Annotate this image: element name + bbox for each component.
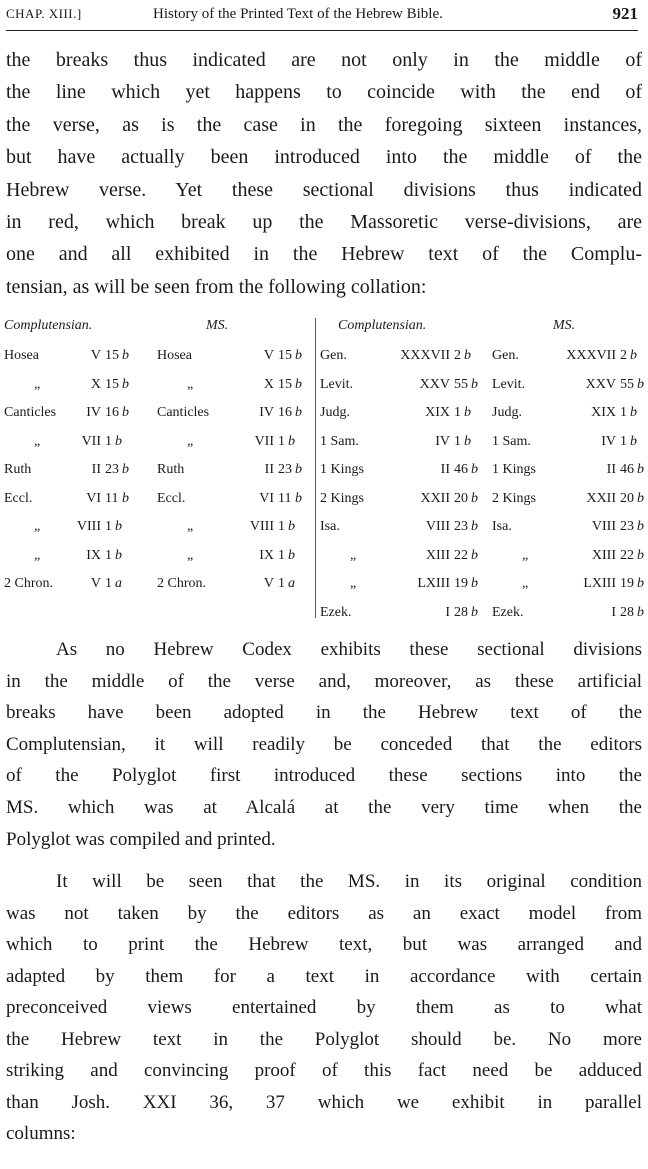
ms-part: b: [288, 547, 295, 563]
ms-part: b: [295, 348, 302, 363]
complutensian-chapter: XIII: [425, 547, 450, 563]
ms-book: Canticles: [157, 405, 210, 420]
complutensian-book: Isa.: [320, 519, 340, 534]
complutensian-book: Gen.: [320, 348, 347, 363]
ms-book: 2 Kings: [492, 490, 536, 506]
ms-part: b: [637, 604, 644, 620]
ms-part: b: [630, 433, 637, 449]
collation-left-rows: [4, 348, 309, 605]
paragraph-codex: [6, 634, 642, 855]
ms-part: b: [295, 462, 302, 477]
ms-book: „: [522, 576, 529, 591]
collation-table: [4, 314, 644, 620]
ms-chapter: XXXVII: [566, 348, 616, 363]
ms-book: Levit.: [492, 376, 526, 392]
complutensian-book: Hosea: [4, 348, 39, 363]
running-header: [6, 2, 638, 31]
text-line: but have actually been introduced into the middle of the: [6, 146, 642, 169]
collation-row: [320, 605, 644, 634]
complutensian-book: 1 Kings: [320, 462, 364, 477]
ms-chapter: VII: [254, 433, 274, 449]
ms-verse: 55: [620, 376, 634, 392]
complutensian-part: b: [115, 519, 122, 534]
ms-verse: 23: [278, 462, 292, 477]
complutensian-chapter: IV: [435, 433, 450, 449]
ms-part: b: [637, 462, 644, 477]
complutensian-chapter: X: [90, 376, 101, 392]
ms-part: a: [288, 576, 295, 591]
complutensian-part: b: [471, 547, 478, 563]
collation-row: [4, 405, 309, 434]
complutensian-verse: 22: [454, 547, 468, 563]
complutensian-verse: 23: [454, 519, 468, 534]
complutensian-verse: 1: [454, 405, 461, 420]
complutensian-part: a: [115, 576, 122, 591]
collation-row: [4, 548, 309, 577]
complutensian-verse: 15: [105, 376, 119, 392]
complutensian-verse: 55: [454, 376, 468, 392]
collation-row: [320, 405, 644, 434]
ms-verse: 1: [278, 576, 285, 591]
complutensian-part: b: [471, 376, 478, 392]
ms-verse: 19: [620, 576, 634, 591]
ms-chapter: XXII: [586, 490, 616, 506]
ms-verse: 16: [278, 405, 292, 420]
text-line: MS. which was at Alcalá at the very time when the: [6, 796, 642, 818]
ms-book: „: [522, 547, 529, 563]
text-line: Hebrew verse. Yet these sectional divisions thus indicated: [6, 178, 642, 201]
collation-row: [320, 576, 644, 605]
complutensian-book: Levit.: [320, 376, 354, 392]
complutensian-part: b: [115, 433, 122, 449]
text-line: which to print the Hebrew text, but was arranged and: [6, 934, 642, 955]
complutensian-chapter: XXV: [419, 376, 450, 392]
text-line: in red, which break up the Massoretic verse-divisions, are: [6, 210, 642, 233]
collation-row: [4, 462, 309, 491]
ms-verse: 1: [278, 433, 285, 449]
complutensian-verse: 2: [454, 348, 461, 363]
text-line: As no Hebrew Codex exhibits these sectional divisions: [56, 639, 642, 660]
ms-book: „: [187, 519, 194, 534]
ms-book: Ezek.: [492, 604, 524, 620]
ms-chapter: VIII: [591, 519, 616, 534]
paragraph-intro: [6, 44, 642, 303]
text-line: was not taken by the editors as an exact model from: [6, 902, 642, 924]
ms-part: b: [288, 433, 295, 449]
header-complutensian-right: Complutensian.: [338, 318, 427, 333]
complutensian-verse: 1: [105, 433, 112, 449]
ms-chapter: VI: [259, 490, 274, 506]
ms-chapter: II: [606, 462, 616, 477]
complutensian-chapter: IX: [86, 547, 101, 563]
complutensian-verse: 1: [454, 433, 461, 449]
complutensian-chapter: VII: [81, 433, 101, 449]
complutensian-book: Canticles: [4, 405, 57, 420]
ms-chapter: XIX: [591, 405, 616, 420]
ms-chapter: XIII: [591, 547, 616, 563]
collation-row: [320, 548, 644, 577]
complutensian-chapter: LXIII: [417, 576, 450, 591]
complutensian-book: Ezek.: [320, 604, 352, 620]
ms-chapter: II: [264, 462, 274, 477]
header-ms-left: MS.: [206, 318, 229, 333]
ms-verse: 22: [620, 547, 634, 563]
collation-row: [320, 377, 644, 406]
ms-part: b: [637, 519, 644, 534]
complutensian-book: „: [350, 576, 357, 591]
text-line: breaks have been adopted in the Hebrew text of the: [6, 702, 642, 724]
ms-chapter: VIII: [249, 519, 274, 534]
complutensian-part: b: [471, 462, 478, 477]
collation-row: [320, 491, 644, 520]
running-title: History of the Printed Text of the Hebrew Bible.: [153, 6, 443, 22]
complutensian-chapter: VIII: [76, 519, 101, 534]
text-line: Polyglot was compiled and printed.: [6, 828, 276, 850]
complutensian-verse: 19: [454, 576, 468, 591]
text-line: preconceived views entertained by them as to what: [6, 997, 642, 1018]
column-divider: [315, 318, 316, 618]
complutensian-book: „: [34, 547, 41, 563]
ms-book: 2 Chron.: [157, 576, 206, 591]
ms-verse: 15: [278, 348, 292, 363]
collation-row: [4, 377, 309, 406]
ms-chapter: X: [263, 376, 274, 392]
complutensian-chapter: XXII: [420, 490, 450, 506]
ms-verse: 1: [278, 519, 285, 534]
ms-part: b: [288, 519, 295, 534]
ms-part: b: [295, 405, 302, 420]
text-line: the breaks thus indicated are not only in the middle of: [6, 49, 642, 71]
ms-part: b: [630, 348, 637, 363]
ms-book: Ruth: [157, 462, 185, 477]
complutensian-part: b: [464, 433, 471, 449]
complutensian-chapter: II: [91, 462, 101, 477]
ms-chapter: I: [611, 604, 616, 620]
complutensian-part: b: [471, 490, 478, 506]
chapter-label: CHAP. XIII.]: [6, 6, 82, 21]
complutensian-book: „: [34, 433, 41, 449]
complutensian-verse: 16: [105, 405, 119, 420]
ms-part: b: [637, 376, 644, 392]
ms-part: b: [630, 405, 637, 420]
ms-verse: 23: [620, 519, 634, 534]
collation-row: [4, 434, 309, 463]
complutensian-verse: 1: [105, 519, 112, 534]
complutensian-chapter: VI: [86, 490, 101, 506]
complutensian-verse: 20: [454, 490, 468, 506]
text-line: the Hebrew text in the Polyglot should be. No more: [6, 1028, 642, 1050]
text-line: in the middle of the verse and, moreover, as these artificial: [6, 670, 642, 692]
complutensian-part: b: [471, 519, 478, 534]
header-ms-right: MS.: [553, 318, 576, 333]
complutensian-verse: 1: [105, 576, 112, 591]
ms-verse: 1: [620, 405, 627, 420]
complutensian-verse: 46: [454, 462, 468, 477]
collation-row: [320, 434, 644, 463]
complutensian-part: b: [464, 405, 471, 420]
complutensian-book: „: [350, 547, 357, 563]
text-line: It will be seen that the MS. in its original condition: [56, 871, 642, 892]
ms-book: 1 Kings: [492, 462, 536, 477]
complutensian-part: b: [471, 604, 478, 620]
ms-verse: 20: [620, 490, 634, 506]
complutensian-chapter: I: [445, 604, 450, 620]
text-line: of the Polyglot first introduced these sections into the: [6, 765, 642, 787]
complutensian-chapter: VIII: [425, 519, 450, 534]
ms-book: „: [187, 547, 194, 563]
ms-verse: 46: [620, 462, 634, 477]
collation-row: [4, 348, 309, 377]
ms-chapter: LXIII: [583, 576, 616, 591]
ms-part: b: [295, 376, 302, 392]
ms-chapter: IX: [259, 547, 274, 563]
complutensian-part: b: [122, 376, 129, 392]
header-complutensian-left: Complutensian.: [4, 318, 93, 333]
complutensian-book: 2 Chron.: [4, 576, 53, 591]
ms-chapter: IV: [601, 433, 616, 449]
ms-book: Eccl.: [157, 490, 186, 506]
complutensian-book: 1 Sam.: [320, 433, 359, 449]
ms-part: b: [637, 576, 644, 591]
complutensian-part: b: [115, 547, 122, 563]
complutensian-part: b: [122, 405, 129, 420]
collation-right-rows: [320, 348, 644, 633]
page-number: 921: [612, 4, 638, 23]
collation-row: [320, 462, 644, 491]
ms-chapter: IV: [259, 405, 274, 420]
text-line: one and all exhibited in the Hebrew text of the Complu-: [6, 243, 642, 266]
ms-book: „: [187, 433, 194, 449]
complutensian-chapter: IV: [86, 405, 101, 420]
complutensian-book: Ruth: [4, 462, 32, 477]
ms-verse: 15: [278, 376, 292, 392]
ms-verse: 2: [620, 348, 627, 363]
complutensian-chapter: V: [90, 576, 101, 591]
collation-row: [4, 519, 309, 548]
complutensian-book: „: [34, 519, 41, 534]
collation-row: [320, 519, 644, 548]
ms-part: b: [637, 547, 644, 563]
ms-verse: 28: [620, 604, 634, 620]
ms-verse: 1: [620, 433, 627, 449]
complutensian-verse: 28: [454, 604, 468, 620]
collation-row: [4, 491, 309, 520]
complutensian-part: b: [122, 490, 129, 506]
text-line: the verse, as is the case in the foregoing sixteen instances,: [6, 113, 642, 136]
ms-part: b: [295, 490, 302, 506]
text-line: adapted by them for a text in accordance with certain: [6, 965, 642, 987]
text-line: the line which yet happens to coincide with the end of: [6, 81, 642, 104]
text-line: Complutensian, it will readily be conceded that the editors: [6, 733, 642, 755]
text-line: tensian, as will be seen from the following collation:: [6, 275, 427, 298]
complutensian-chapter: XIX: [425, 405, 450, 420]
text-line: than Josh. XXI 36, 37 which we exhibit in parallel: [6, 1091, 642, 1113]
ms-book: 1 Sam.: [492, 433, 531, 449]
ms-verse: 1: [278, 547, 285, 563]
complutensian-verse: 23: [105, 462, 119, 477]
ms-book: Isa.: [492, 519, 512, 534]
complutensian-part: b: [122, 462, 129, 477]
complutensian-verse: 15: [105, 348, 119, 363]
collation-row: [320, 348, 644, 377]
ms-part: b: [637, 490, 644, 506]
complutensian-book: 2 Kings: [320, 490, 364, 506]
complutensian-book: Eccl.: [4, 490, 33, 506]
text-line: striking and convincing proof of this fact need be adduced: [6, 1060, 642, 1081]
complutensian-chapter: V: [90, 348, 101, 363]
ms-verse: 11: [278, 490, 292, 506]
ms-chapter: XXV: [585, 376, 616, 392]
ms-book: Hosea: [157, 348, 192, 363]
complutensian-verse: 1: [105, 547, 112, 563]
ms-book: Gen.: [492, 348, 519, 363]
collation-row: [4, 576, 309, 605]
complutensian-part: b: [464, 348, 471, 363]
paragraph-ms-condition: [6, 866, 642, 1150]
complutensian-chapter: II: [440, 462, 450, 477]
ms-book: „: [187, 376, 194, 392]
complutensian-part: b: [471, 576, 478, 591]
complutensian-chapter: XXXVII: [400, 348, 450, 363]
ms-book: Judg.: [492, 405, 522, 420]
ms-chapter: V: [263, 576, 274, 591]
ms-chapter: V: [263, 348, 274, 363]
complutensian-book: „: [34, 376, 41, 392]
complutensian-part: b: [122, 348, 129, 363]
complutensian-verse: 11: [105, 490, 119, 506]
text-line: columns:: [6, 1123, 76, 1144]
complutensian-book: Judg.: [320, 405, 350, 420]
